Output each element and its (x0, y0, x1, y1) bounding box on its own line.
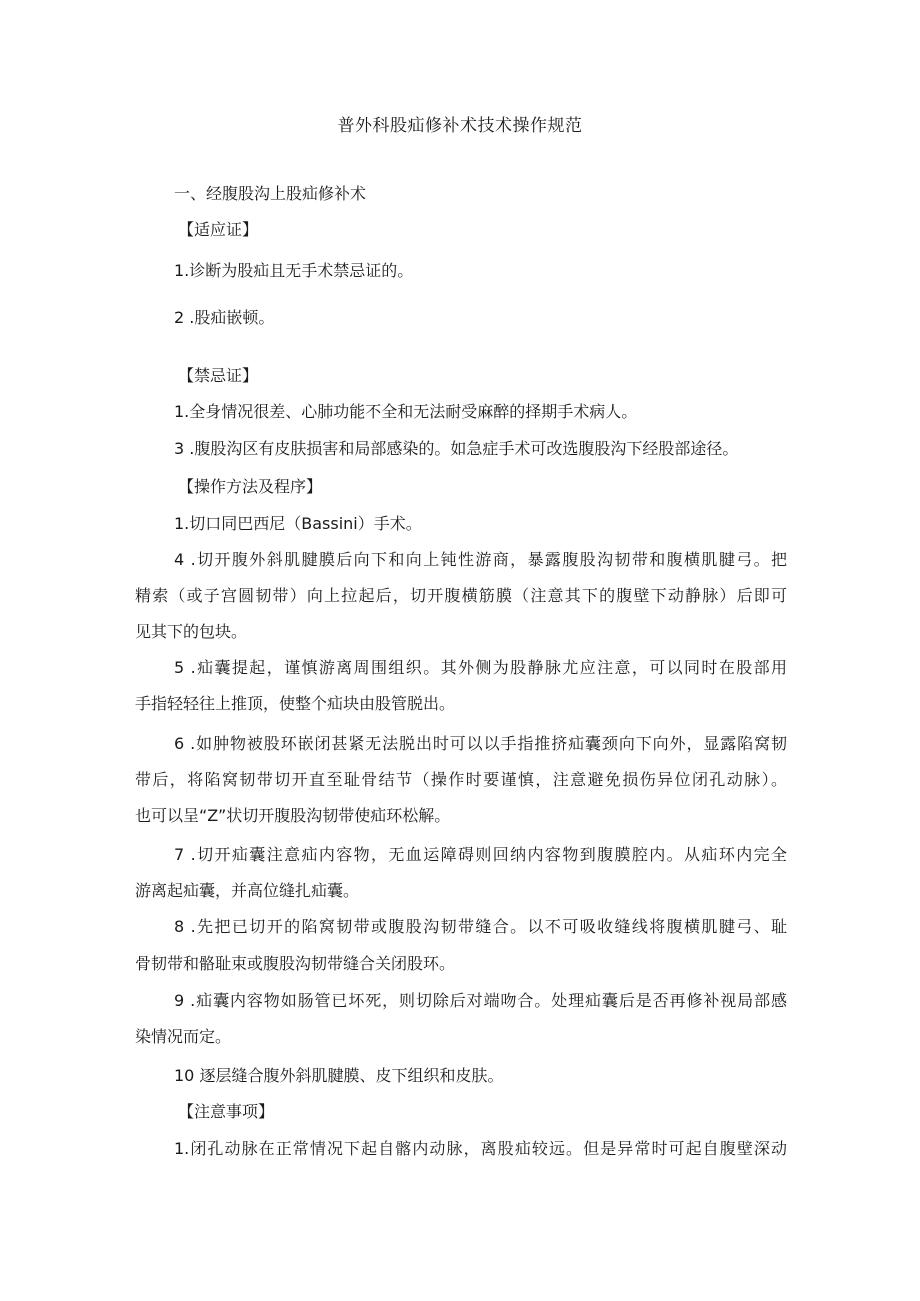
procedure-step-continuation: 手指轻轻往上推顶，使整个疝块由股管脱出。 (135, 694, 456, 713)
section-heading: 一、经腹股沟上股疝修补术 (174, 184, 367, 203)
procedure-step: 8 .先把已切开的陷窝韧带或腹股沟韧带缝合。以不可吸收缝线将腹横肌腱弓、耻 (174, 917, 787, 936)
indication-item: 1.诊断为股疝且无手术禁忌证的。 (174, 261, 414, 280)
procedure-step-continuation: 也可以呈“Z”状切开腹股沟韧带使疝环松解。 (135, 806, 451, 825)
notes-heading: 【注意事项】 (178, 1102, 275, 1121)
procedure-step: 1.切口同巴西尼（Bassini）手术。 (174, 514, 422, 533)
contraindication-item: 1.全身情况很差、心肺功能不全和无法耐受麻醉的择期手术病人。 (174, 402, 638, 421)
procedure-step-continuation: 骨韧带和骼耻束或腹股沟韧带缝合关闭股环。 (135, 954, 456, 973)
procedure-heading: 【操作方法及程序】 (178, 477, 323, 496)
notes-item: 1.闭孔动脉在正常情况下起自髂内动脉，离股疝较远。但是异常时可起自腹壁深动 (174, 1139, 787, 1158)
indications-heading: 【适应证】 (178, 220, 259, 239)
contraindication-item: 3 .腹股沟区有皮肤损害和局部感染的。如急症手术可改选腹股沟下经股部途径。 (174, 439, 739, 458)
procedure-step-continuation: 游离起疝囊，并高位缝扎疝囊。 (135, 881, 360, 900)
procedure-step-continuation: 见其下的包块。 (135, 622, 248, 641)
procedure-step: 4 .切开腹外斜肌腱膜后向下和向上钝性游商，暴露腹股沟韧带和腹横肌腱弓。把 (174, 550, 787, 569)
document-title: 普外科股疝修补术技术操作规范 (337, 116, 583, 136)
procedure-step-continuation: 精索（或子宫圆韧带）向上拉起后，切开腹横筋膜（注意其下的腹壁下动静脉）后即可 (135, 586, 787, 605)
procedure-step: 7 .切开疝囊注意疝内容物，无血运障碍则回纳内容物到腹膜腔内。从疝环内完全 (174, 845, 787, 864)
procedure-step: 9 .疝囊内容物如肠管已坏死，则切除后对端吻合。处理疝囊后是否再修补视局部感 (174, 991, 787, 1010)
contraindications-heading: 【禁忌证】 (178, 366, 259, 385)
indication-item: 2 .股疝嵌顿。 (174, 308, 275, 327)
procedure-step-continuation: 带后，将陷窝韧带切开直至耻骨结节（操作时要谨慎，注意避免损伤异位闭孔动脉）。 (135, 770, 787, 789)
procedure-step: 10 逐层缝合腹外斜肌腱膜、皮下组织和皮肤。 (174, 1066, 504, 1085)
procedure-step: 6 .如肿物被股环嵌闭甚紧无法脱出时可以以手指推挤疝囊颈向下向外，显露陷窝韧 (174, 734, 787, 753)
procedure-step-continuation: 染情况而定。 (135, 1027, 232, 1046)
procedure-step: 5 .疝囊提起，谨慎游离周围组织。其外侧为股静脉尤应注意，可以同时在股部用 (174, 658, 787, 677)
